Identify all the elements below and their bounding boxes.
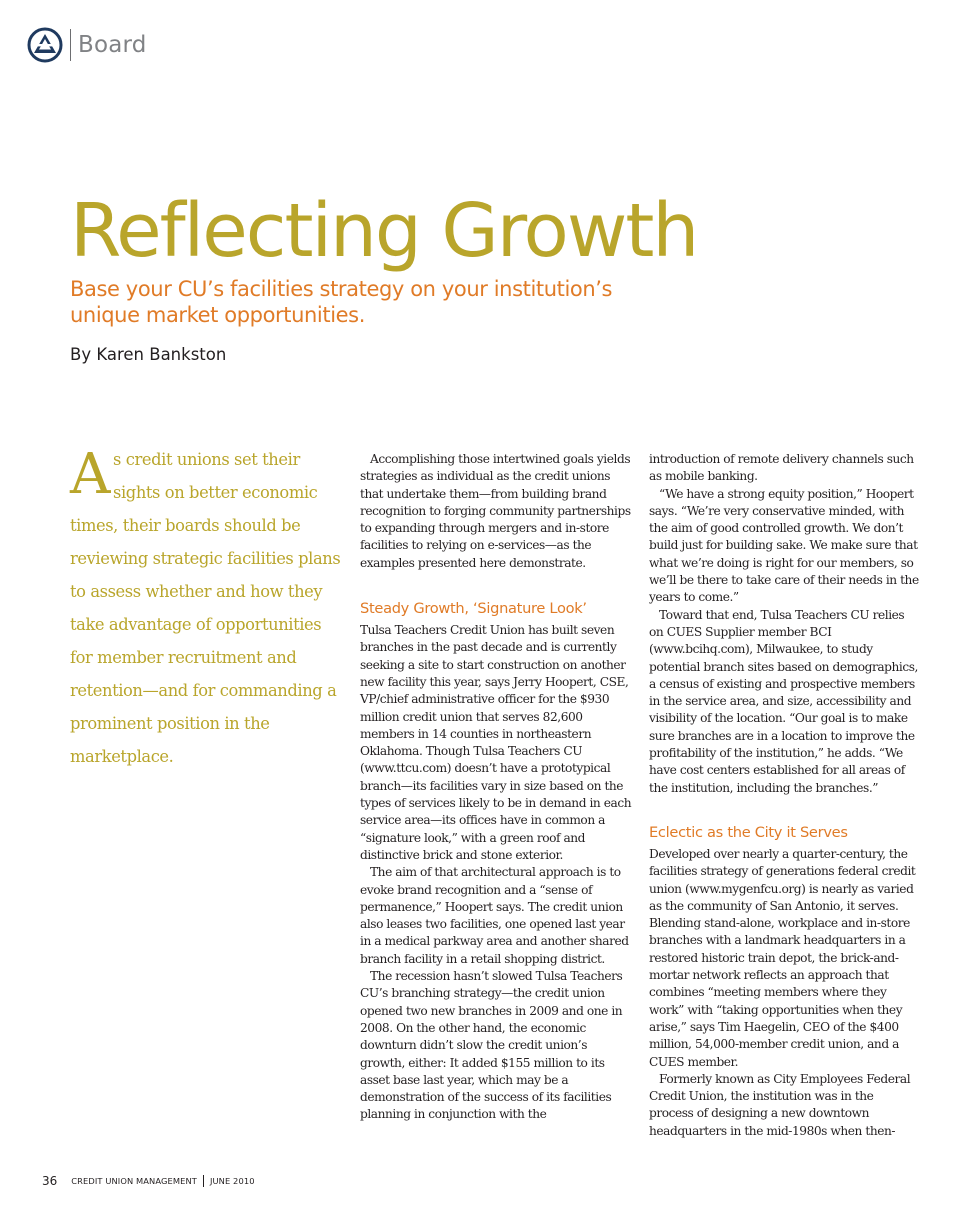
drop-cap: A bbox=[70, 442, 111, 507]
col1-heading-steady-growth: Steady Growth, ‘Signature Look’ bbox=[360, 600, 587, 618]
body-column-2 bbox=[649, 451, 921, 1140]
col2-heading-eclectic: Eclectic as the City it Serves bbox=[649, 823, 848, 841]
col2-paragraph-1: introduction of remote delivery channels such as mobile banking. bbox=[649, 452, 914, 484]
section-label: Board bbox=[78, 32, 147, 58]
body-column-1 bbox=[360, 451, 632, 1124]
article-byline: By Karen Bankston bbox=[70, 345, 227, 364]
header-divider bbox=[70, 29, 71, 61]
issue-date: JUNE 2010 bbox=[209, 1176, 255, 1186]
col2-paragraph-3: Toward that end, Tulsa Teachers CU relies on CUES Supplier member BCI (www.bcihq.com), Milwaukee, to study potential branch sites based on demographics, a census of existing and prospective members in the service area, and size, accessibility and visibility of the location. “Our goal is to make sure branches are in a location to improve the profitability of the institution,” he adds. “We have cost centers established for all areas of the institution, including the branches.” bbox=[649, 607, 918, 795]
cues-triangle-logo-icon bbox=[27, 27, 63, 63]
col2-paragraph-5: Formerly known as City Employees Federal Credit Union, the institution was in the process of designing a new downtown headquarters in the mid-1980s when then- bbox=[649, 1071, 911, 1138]
col1-paragraph-2: Tulsa Teachers Credit Union has built seven branches in the past decade and is currently seeking a site to start construction on another new facility this year, says Jerry Hoopert, CSE, VP/chief administrative officer for the $930 million credit union that serves 82,600 members in 14 counties in northeastern Oklahoma. Though Tulsa Teachers CU (www.ttcu.com) doesn’t have a prototypical branch—its facilities vary in size based on the types of services likely to be in demand in each service area—its offices have in common a “signature look,” with a green roof and distinctive brick and stone exterior. bbox=[360, 623, 632, 862]
page-footer bbox=[42, 1174, 255, 1188]
col1-paragraph-1: Accomplishing those intertwined goals yields strategies as individual as the credit unions that undertake them—from building brand recognition to forging community partnerships to expanding through mergers and in-store facilities to relying on e-services—as the examples presented here demonstrate. bbox=[360, 452, 631, 570]
col2-paragraph-4: Developed over nearly a quarter-century, the facilities strategy of generations federal credit union (www.mygenfcu.org) is nearly as varied as the community of San Antonio, it serves. Blending stand-alone, workplace and in-store branches with a landmark headquarters in a restored historic train depot, the brick-and-mortar network reflects an approach that combines “meeting members where they work” with “taking opportunities when they arise,” says Tim Haegelin, CEO of the $400 million, 54,000-member credit union, and a CUES member. bbox=[649, 846, 916, 1069]
article-title: Reflecting Growth bbox=[70, 188, 698, 274]
col1-paragraph-4: The recession hasn’t slowed Tulsa Teachers CU’s branching strategy—the credit union opened two new branches in 2009 and one in 2008. On the other hand, the economic downturn didn’t slow the credit union’s growth, either: It added $155 million to its asset base last year, which may be a demonstration of the success of its facilities planning in conjunction with the bbox=[360, 969, 623, 1122]
col1-paragraph-3: The aim of that architectural approach is to evoke brand recognition and a “sense of permanence,” Hoopert says. The credit union also leases two facilities, one opened last year in a medical parkway area and another shared branch facility in a retail shopping district. bbox=[360, 865, 629, 966]
intro-paragraph bbox=[70, 443, 345, 773]
page-header bbox=[27, 27, 147, 63]
page-number: 36 bbox=[42, 1174, 58, 1188]
footer-divider bbox=[203, 1175, 204, 1187]
col2-paragraph-2: “We have a strong equity position,” Hoopert says. “We’re very conservative minded, with the aim of good controlled growth. We don’t build just for building sake. We make sure that what we’re doing is right for our members, so we’ll be there to take care of their needs in the years to come.” bbox=[649, 486, 919, 605]
publication-name: CREDIT UNION MANAGEMENT bbox=[71, 1176, 197, 1186]
article-subtitle: Base your CU’s facilities strategy on your institution’s unique market opportunities. bbox=[70, 277, 613, 327]
intro-text: s credit unions set their sights on better economic times, their boards should be reviewing strategic facilities plans to assess whether and how they take advantage of opportunities for member recruitment and retention—and for commanding a prominent position in the marketplace. bbox=[70, 450, 341, 766]
